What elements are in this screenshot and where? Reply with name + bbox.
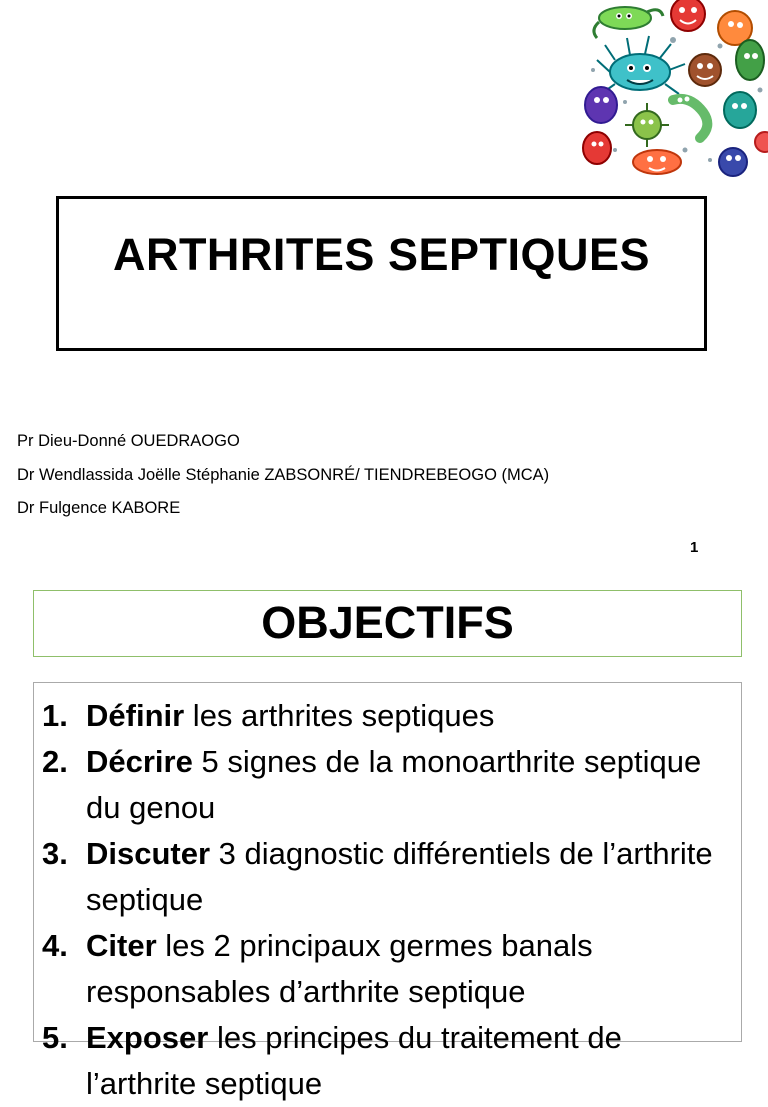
- page-number: 1: [690, 539, 699, 556]
- blue-microbe-icon: [719, 148, 747, 176]
- author-line: Dr Wendlassida Joëlle Stéphanie ZABSONRÉ/ TIENDREBEOGO (MCA): [17, 465, 550, 484]
- objectives-list-box: [33, 682, 742, 1101]
- objective-verb: Exposer: [86, 1020, 209, 1055]
- objective-text: les principes du traitement de l’arthrite septique: [86, 1020, 622, 1101]
- objective-text: 5 signes de la monoarthrite septique du genou: [86, 744, 702, 825]
- objective-item: [42, 739, 732, 831]
- objectives-heading: OBJECTIFS: [261, 597, 514, 648]
- objective-item: [42, 831, 732, 923]
- teal-small-microbe-icon: [724, 92, 756, 128]
- lime-microbe-icon: [736, 40, 764, 80]
- objective-text: les arthrites septiques: [184, 698, 495, 733]
- title-box: [56, 196, 707, 351]
- objective-number: 3.: [42, 836, 68, 871]
- objectives-list: [42, 693, 732, 1107]
- olive-microbe-icon: [625, 103, 669, 147]
- objective-number: 5.: [42, 1020, 68, 1055]
- microbes-illustration: [585, 0, 768, 180]
- objective-number: 1.: [42, 698, 68, 733]
- red-edge-microbe-icon: [755, 132, 768, 152]
- objective-item: [42, 1015, 732, 1107]
- objective-verb: Citer: [86, 928, 157, 963]
- objective-verb: Décrire: [86, 744, 193, 779]
- teal-microbe-icon: [597, 36, 685, 94]
- objective-number: 2.: [42, 744, 68, 779]
- objectives-header-box: [33, 590, 742, 657]
- objective-text: 3 diagnostic différentiels de l’arthrite septique: [86, 836, 713, 917]
- author-line: Pr Dieu-Donné OUEDRAOGO: [17, 432, 240, 450]
- red-microbe-icon: [671, 0, 705, 31]
- objective-text: les 2 principaux germes banals responsables d’arthrite septique: [86, 928, 593, 1009]
- brown-microbe-icon: [689, 54, 721, 86]
- slide-title: ARTHRITES SEPTIQUES: [112, 229, 651, 280]
- green-rod-microbe-icon: [673, 97, 707, 139]
- objective-verb: Définir: [86, 698, 185, 733]
- orange-bottom-microbe-icon: [633, 150, 681, 174]
- objective-verb: Discuter: [86, 836, 211, 871]
- objective-item: [42, 923, 732, 1015]
- objective-item: [42, 693, 732, 739]
- purple-microbe-icon: [585, 87, 617, 123]
- red-small-microbe-icon: [583, 132, 611, 164]
- green-microbe-icon: [594, 7, 663, 38]
- authors-list: [17, 425, 717, 526]
- author-line: Dr Fulgence KABORE: [17, 499, 181, 517]
- microbes-icon: [585, 0, 768, 180]
- objective-number: 4.: [42, 928, 68, 963]
